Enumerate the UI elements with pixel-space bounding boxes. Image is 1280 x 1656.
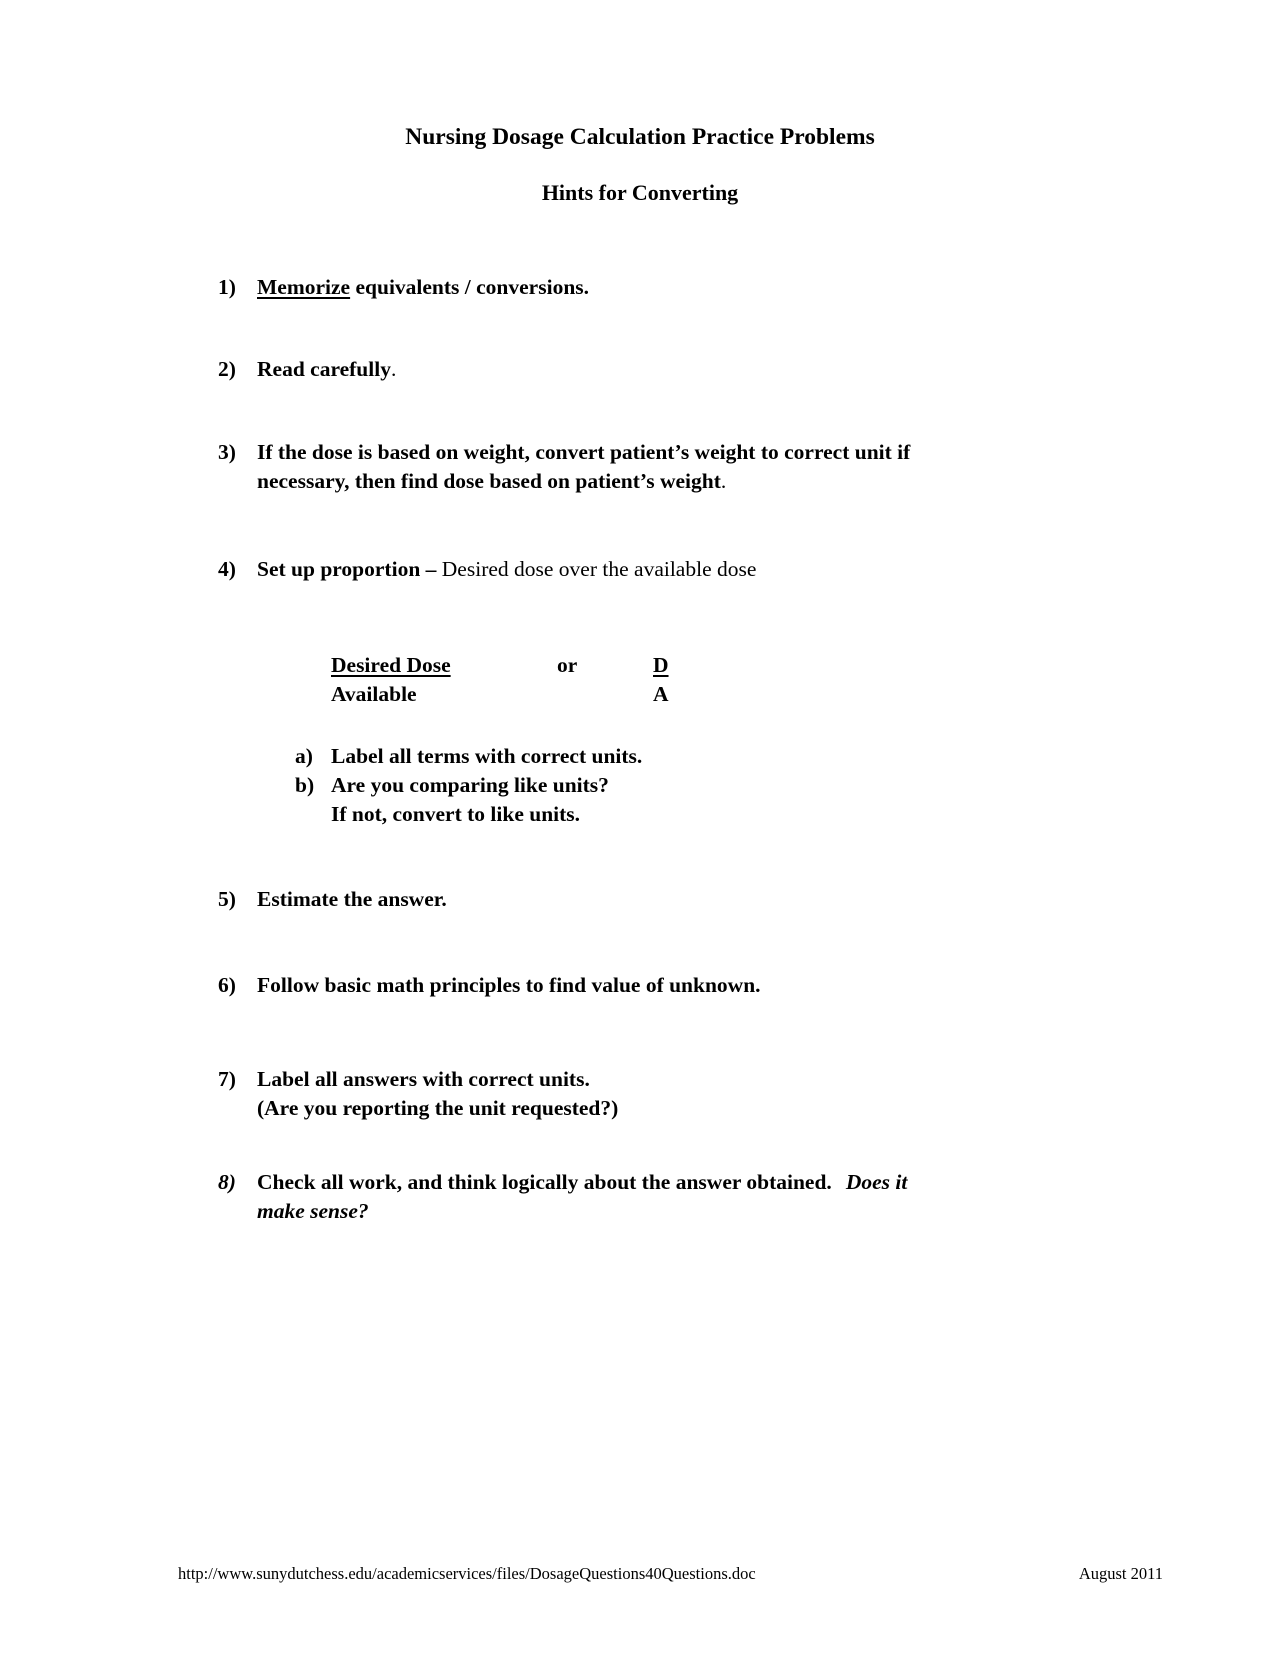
hint-item-1 <box>218 273 1280 302</box>
hint-2-period: . <box>390 357 397 381</box>
hint-3-number: 3) <box>218 440 236 464</box>
hint-5-line: Estimate the answer. <box>257 887 447 911</box>
proportion-or: or <box>557 653 578 677</box>
proportion-short-denominator: A <box>653 682 669 706</box>
hint-item-2 <box>218 355 1280 384</box>
hint-6-line: Follow basic math principles to find value of unknown. <box>257 973 761 997</box>
hint-7-line2: (Are you reporting the unit requested?) <box>257 1096 619 1120</box>
hint-5-number: 5) <box>218 887 236 911</box>
sub-hint-a <box>295 742 1280 771</box>
hint-5-text <box>257 885 447 914</box>
sub-hint-b-line2: If not, convert to like units. <box>331 802 581 826</box>
hint-1-underlined-word: Memorize <box>257 275 351 299</box>
hint-1-number: 1) <box>218 275 236 299</box>
footer-date: August 2011 <box>1078 1564 1163 1583</box>
hint-7-text <box>257 1065 618 1123</box>
sub-hint-b-text <box>331 771 609 829</box>
hint-1-text <box>257 273 589 302</box>
hint-1-rest: equivalents / conversions. <box>350 275 590 299</box>
sub-hint-b-number: b) <box>295 773 315 797</box>
hint-item-6 <box>218 971 1280 1000</box>
sub-hint-a-number: a) <box>295 744 313 768</box>
hint-2-number: 2) <box>218 357 236 381</box>
hint-item-7 <box>218 1065 1280 1123</box>
hint-2-bold: Read carefully <box>257 357 391 381</box>
hint-item-4 <box>218 555 1280 584</box>
proportion-short-numerator: D <box>653 653 669 677</box>
document-title: Nursing Dosage Calculation Practice Problems <box>405 124 875 150</box>
hint-4-text <box>257 555 756 584</box>
hint-item-3 <box>218 438 1280 496</box>
hint-8-text <box>257 1168 907 1226</box>
hint-8-bold: Check all work, and think logically about the answer obtained. <box>257 1170 832 1194</box>
hint-8-italic-line1: Does it <box>845 1170 908 1194</box>
hint-3-line2: necessary, then find dose based on patient’s weight <box>257 469 721 493</box>
hint-4-number: 4) <box>218 557 236 581</box>
hint-6-text <box>257 971 761 1000</box>
hint-8-italic-line2: make sense? <box>257 1199 369 1223</box>
proportion-numerator: Desired Dose <box>331 653 451 677</box>
hint-7-number: 7) <box>218 1067 236 1091</box>
sub-hint-b-line1: Are you comparing like units? <box>331 773 609 797</box>
document-subtitle: Hints for Converting <box>541 180 739 205</box>
footer-source-url: http://www.sunydutchess.edu/academicservices/files/DosageQuestions40Questions.doc <box>178 1564 756 1583</box>
hint-3-period: . <box>720 469 727 493</box>
hint-item-8 <box>218 1168 1280 1226</box>
hint-item-5 <box>218 885 1280 914</box>
hint-8-number: 8) <box>218 1170 236 1194</box>
proportion-table <box>331 651 1280 709</box>
sub-hint-b <box>295 771 1280 829</box>
sub-hint-a-line: Label all terms with correct units. <box>331 744 643 768</box>
hint-4-normal: Desired dose over the available dose <box>441 557 757 581</box>
page-footer <box>178 1564 1163 1584</box>
hint-2-text <box>257 355 396 384</box>
hint-3-line1: If the dose is based on weight, convert patient’s weight to correct unit if <box>257 440 911 464</box>
hint-3-text <box>257 438 910 496</box>
sub-hint-a-text <box>331 742 642 771</box>
proportion-denominator: Available <box>331 682 417 706</box>
hint-4-bold: Set up proportion – <box>257 557 442 581</box>
hint-6-number: 6) <box>218 973 236 997</box>
hint-7-line1: Label all answers with correct units. <box>257 1067 590 1091</box>
